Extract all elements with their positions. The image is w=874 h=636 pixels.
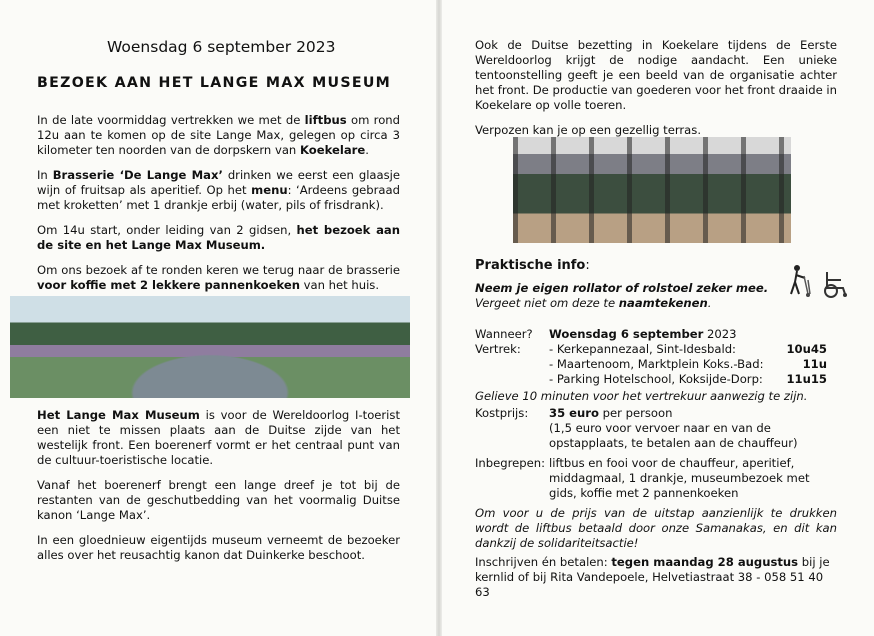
cost-table: Kostprijs: 35 euro per persoon (1,5 euro voor vervoer naar en van de opstapplaats, te betalen aan de chauffeur) Inbegrepen: liftbus en fooi voor de chauffeur, aperitief, middagmaal, 1 drankje, museumbezoek met gids, koffie met 2 pannenkoeken [475,406,810,500]
lunch-paragraph: In Brasserie ‘De Lange Max’ drinken we eerst een glaasje wijn of fruitsap als aperitief. Op het menu: ‘Ardeens gebraad met kroketten’ met 1 drankje erbij (water, pils of frisdrank). [37,168,401,212]
bring-line: Neem je eigen rollator of rolstoel zeker mee. [475,281,769,295]
coffee-paragraph: Om ons bezoek af te ronden keren we terug naar de brasserie voor koffie met 2 lekkere pannenkoeken van het huis. [37,263,400,292]
page-fold [436,0,442,636]
solidarity-note: Om voor u de prijs van de uitstap aanzienlijk te drukken wordt de liftbus betaald door onze Samanakas, en dit kan dankzij de solidariteitsactie! [475,506,837,550]
mobility-icons [779,264,859,300]
rollator-icon [779,264,859,300]
event-date: Woensdag 6 september 2023 [107,38,336,56]
museum-paragraph: Het Lange Max Museum is voor de Wereldoorlog I-toerist een niet te missen plaats aan de Duitse zijde van het westelijk front. Een boerenerf vormt er het centraal punt van de cultuur-toeristische locatie. [37,408,400,467]
departure-row: - Parking Hotelschool, Koksijde-Dorp: 11u15 [549,372,827,386]
intro-paragraph: In de late voormiddag vertrekken we met de liftbus om rond 12u aan te komen op de site Lange Max, gelegen op circa 3 kilometer ten noorden van de dorpskern van Koekelare. [37,113,400,157]
right-top-text [475,38,837,148]
museum-description [37,408,400,573]
departures-table [549,342,827,387]
terrace-paragraph: Verpozen kan je op een gezellig terras. [475,123,702,137]
occupation-paragraph: Ook de Duitse bezetting in Koekelare tijdens de Eerste Wereldoorlog krijgt de nodige aandacht. Een unieke tentoonstelling geeft je een beeld van de organisatie achter het front. De productie van goederen voor het front draaide in Koekelare op volle toeren. [475,38,837,112]
departure-row: - Maartenoom, Marktplein Koks.-Bad: 11u [549,357,827,371]
museum-site-photo [10,296,410,398]
departure-row: - Kerkepannezaal, Sint-Idesbald: 10u45 [549,342,827,356]
left-column [37,38,400,303]
info-title: Praktische info: [475,258,590,273]
brasserie-photo [513,137,791,243]
visit-paragraph: Om 14u start, onder leiding van 2 gidsen, het bezoek aan de site en het Lange Max Museum. [37,223,400,252]
farm-paragraph: Vanaf het boerenerf brengt een lange dreef je tot bij de restanten van de geschutbedding van het voormalig Duitse kanon ‘Lange Max’. [37,478,400,522]
museum-new-paragraph: In een gloednieuw eigentijds museum verneemt de bezoeker alles over het reusachtig kanon dat Duinkerke beschoot. [37,533,400,562]
page-title: BEZOEK AAN HET LANGE MAX MUSEUM [37,75,392,91]
registration-line: Inschrijven én betalen: tegen maandag 28 augustus bij je kernlid of bij Rita Vandepoele, Helvetiastraat 38 - 058 51 40 63 [475,555,830,599]
forget-line: Vergeet niet om deze te naamtekenen. [475,296,712,310]
arrival-note: Gelieve 10 minuten voor het vertrekuur aanwezig te zijn. [475,389,808,403]
schedule-table: Wanneer? Woensdag 6 september 2023 Vertrek: - Kerkepannezaal, Sint-Idesbald: 10u45 - Maartenoom, Marktplein Koks.-Bad: 11u - Parking Hotelschool, Koksijde-Dorp: 11u15 [475,327,827,386]
practical-info [475,258,837,600]
